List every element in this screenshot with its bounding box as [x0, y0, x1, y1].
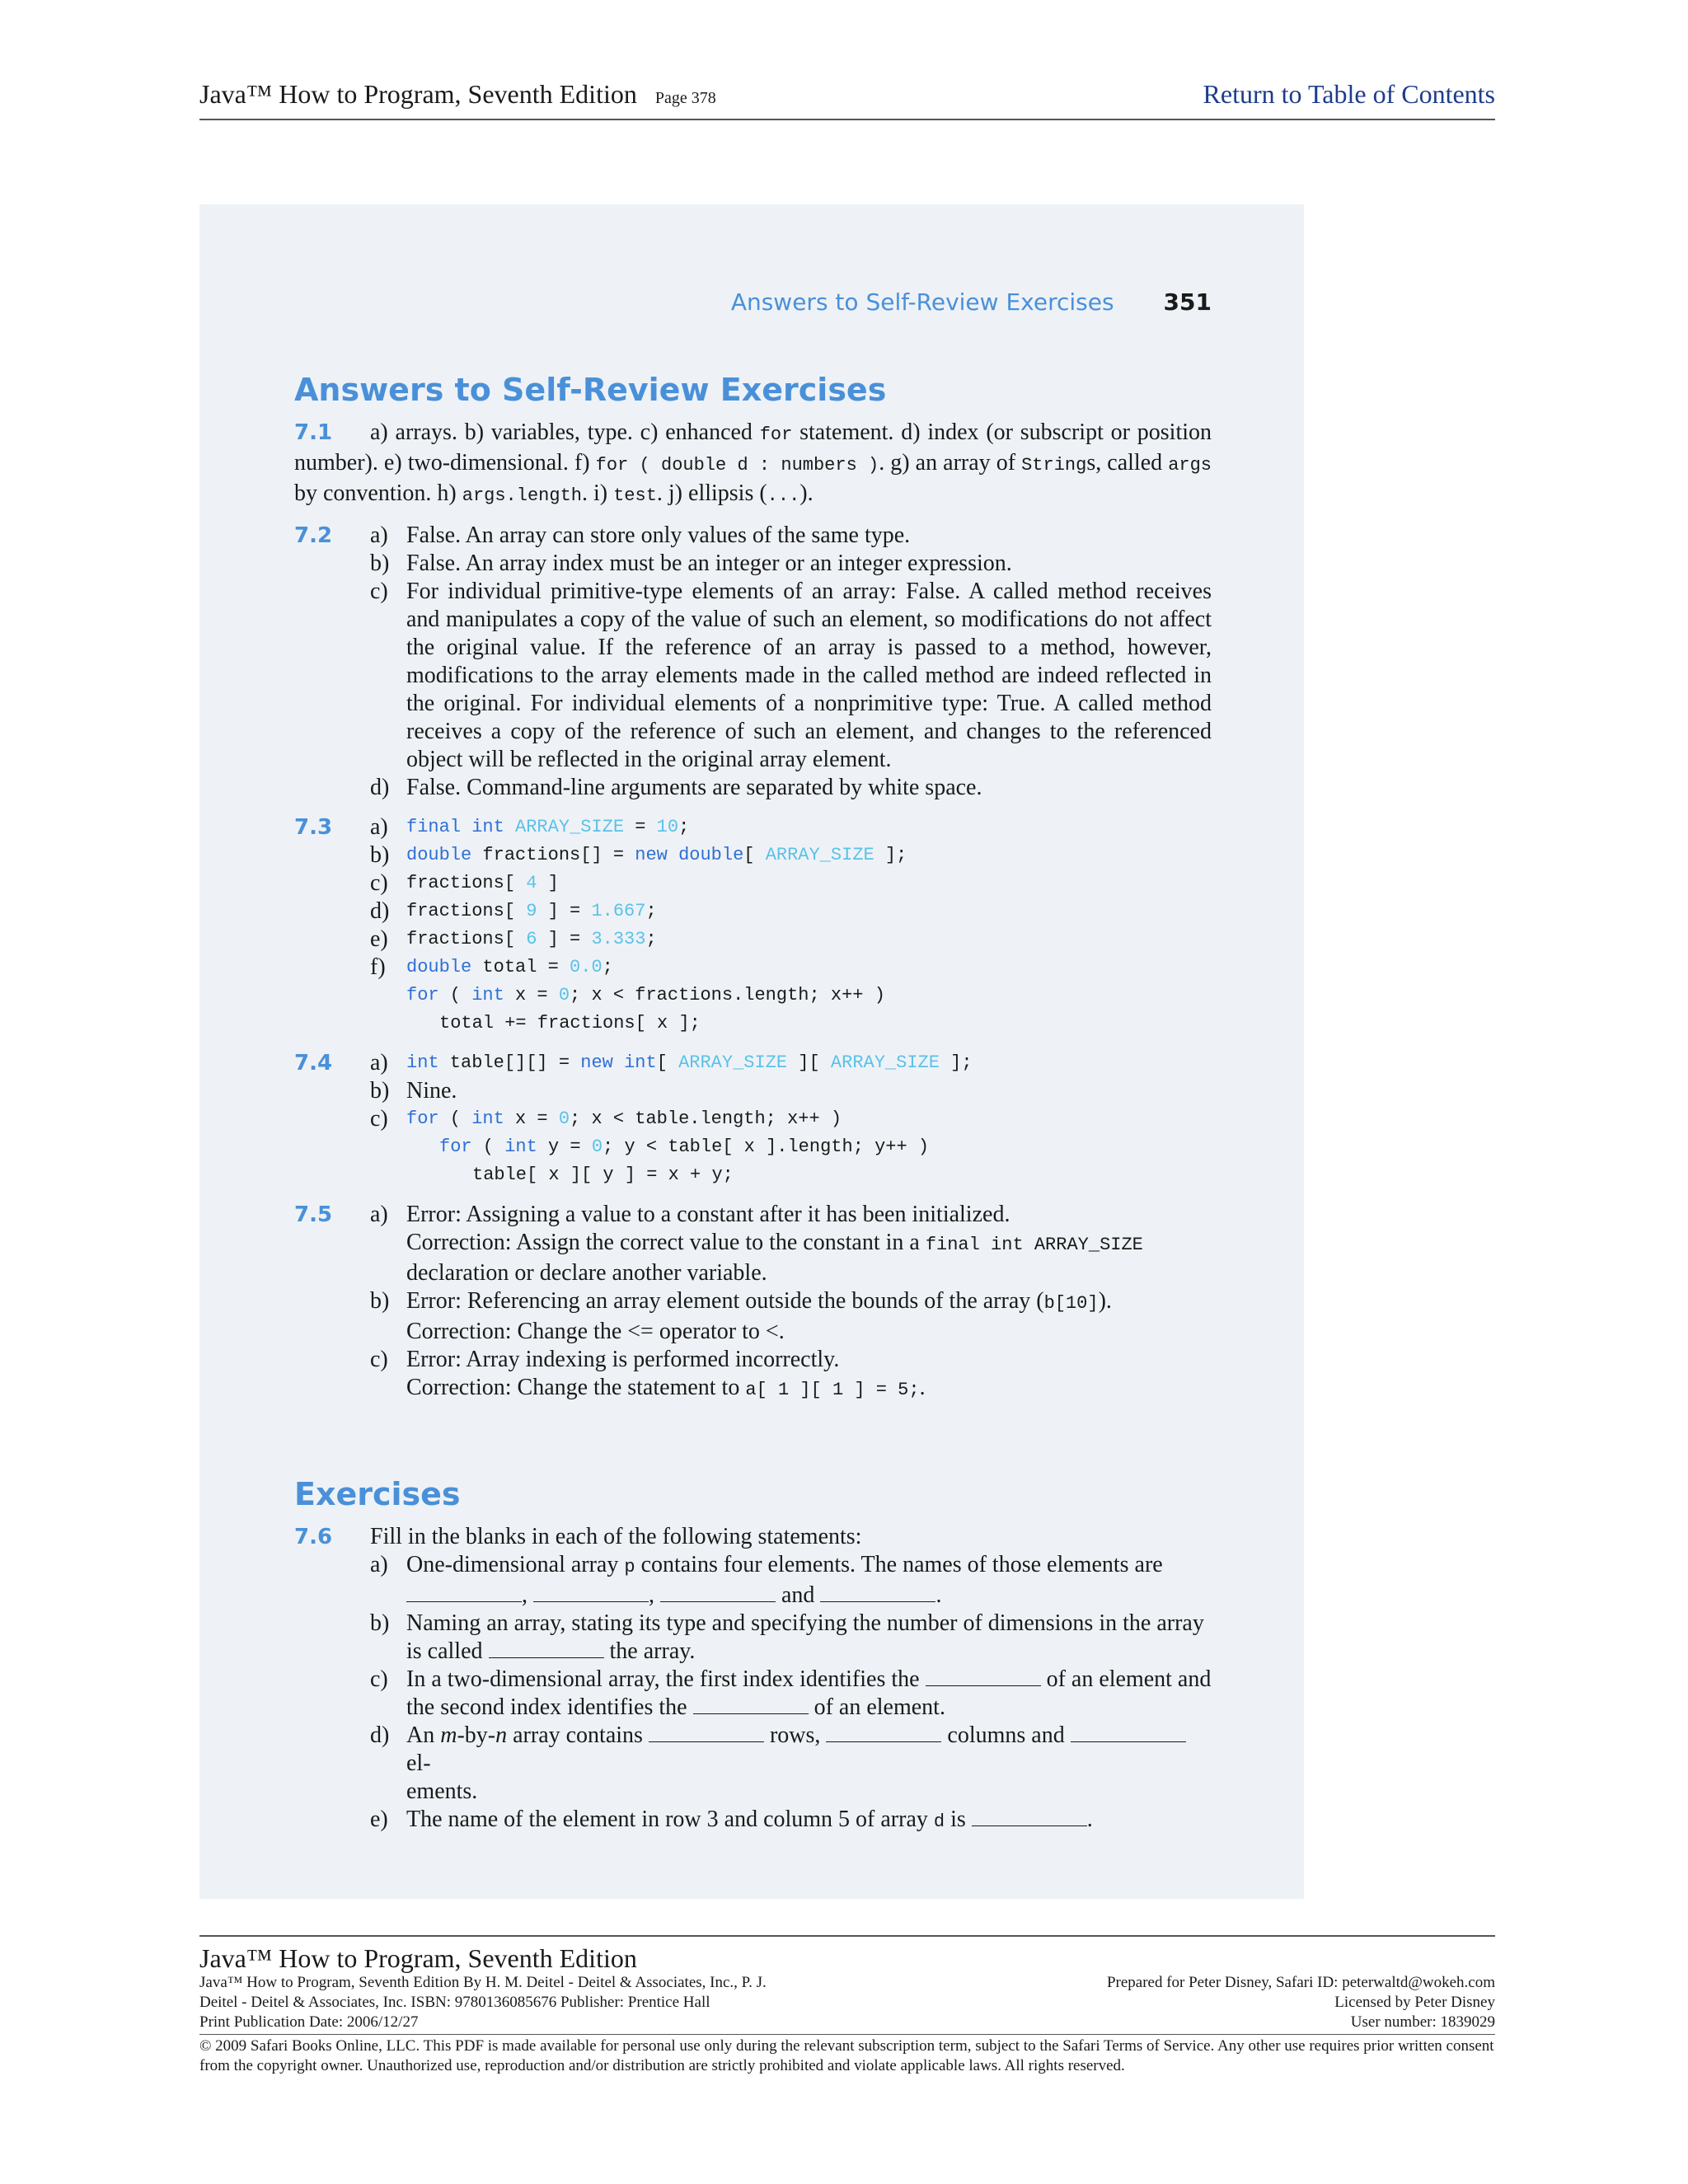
footer-licensed-by: Licensed by Peter Disney: [1334, 1994, 1495, 2011]
exercise-number: 7.2: [294, 523, 333, 548]
section-heading-exercises: Exercises: [294, 1476, 461, 1512]
fill-blank: [406, 1582, 522, 1602]
fill-blank: [660, 1582, 776, 1602]
answer-7-4: 7.4 a) int table[][] = new int[ ARRAY_SIZE ][ ARRAY_SIZE ]; b) Nine. c) for ( int x = 0; x < table.length; x++ ) for ( int y = 0; y < table[ x ].length; y++ ) table[ x ][ y ] = x + y;: [294, 1050, 973, 1185]
answer-7-1: 7.1 a) arrays. b) variables, type. c) enhanced for statement. d) index (or subscript or position number). e) two-dimensional. f) for ( double d : numbers ). g) an array of Strings, called args by convention. h) args.length. i) test. j) ellipsis (...).: [294, 419, 1212, 506]
fill-blank: [533, 1582, 649, 1602]
running-head: [199, 288, 1212, 316]
exercise-number: 7.3: [294, 815, 333, 840]
page-header: [199, 79, 1495, 120]
return-to-toc-link[interactable]: Return to Table of Contents: [1203, 79, 1495, 109]
page-footer: [199, 1935, 1495, 2076]
answer-7-5: 7.5 a) Error: Assigning a value to a constant after it has been initialized. Correction: Assign the correct value to the constant in a final int ARRAY_SIZE declaration or declare another variable. b) Error: Referencing an array element outside the bounds of the array (b[10]). Correction: Change the <= operator to <. c) Error: Array indexing is performed incorrectly. Correction: Change the statement to a[ 1 ][ 1 ] = 5;.: [294, 1202, 1143, 1400]
page-number: 351: [1163, 288, 1212, 316]
running-head-title: Answers to Self-Review Exercises: [730, 288, 1114, 316]
exercise-7-6: 7.6 Fill in the blanks in each of the following statements: a) One-dimensional array p contains four elements. The names of those elements are , , and . b) Naming an array, stating its type and specifying the number of dimensions in the array is called the array. c) In a two-dimensional array, the first index identifies the of an element and the second index identifies the of an element. d) An m-by-n array contains rows, columns and el- ements. e) The name of the element in row 3 and column 5 of array d is .: [294, 1524, 1212, 1832]
answer-7-2: 7.2 a) False. An array can store only values of the same type. b) False. An array index must be an integer or an integer expression. c) For individual primitive-type elements of an array: False. A called method receives and manipulates a copy of the value of such an element, so modifications do not affect the original value. If the reference of an array is passed to a method, however, modifications to the array elements made in the called method are indeed reflected in the original. For individual elements of a nonprimitive type: True. A called method receives a copy of the reference of such an element, and changes to the referenced object will be reflected in the original array element. d) False. Command-line arguments are separated by white space.: [294, 523, 1212, 800]
section-heading-answers: Answers to Self-Review Exercises: [294, 372, 887, 408]
fill-blank: [1071, 1722, 1186, 1742]
page-label: Page 378: [654, 89, 716, 107]
footer-title: Java™ How to Program, Seventh Edition: [199, 1943, 637, 1973]
footer-publication-date: Print Publication Date: 2006/12/27: [199, 2013, 419, 2031]
fill-blank: [693, 1694, 809, 1714]
footer-user-number: User number: 1839029: [1350, 2013, 1495, 2031]
fill-blank: [489, 1638, 604, 1658]
footer-copyright: © 2009 Safari Books Online, LLC. This PDF is made available for personal use only during the relevant subscription term, subject to the Safari Terms of Service. Any other use requires prior written consent from the copyright owner. Unauthorized use, reproduction and/or distribution are strictly prohibited and violate applicable laws. All rights reserved.: [199, 2034, 1495, 2076]
book-page: [199, 204, 1304, 1899]
exercise-number: 7.6: [294, 1525, 333, 1549]
fill-blank: [926, 1666, 1041, 1686]
exercise-number: 7.4: [294, 1051, 333, 1076]
fill-blank: [972, 1806, 1087, 1826]
page-content: [294, 369, 1212, 1848]
footer-isbn: Deitel - Deitel & Associates, Inc. ISBN: 9780136085676 Publisher: Prentice Hall: [199, 1994, 710, 2011]
answer-7-3: 7.3 a) final int ARRAY_SIZE = 10; b) double fractions[] = new double[ ARRAY_SIZE ]; c) fractions[ 4 ] d) fractions[ 9 ] = 1.667; e) fractions[ 6 ] = 3.333; f) double total = 0.0; for ( int x = 0; x < fractions.length; x++ ) total += fractions[ x ];: [294, 814, 907, 1033]
footer-prepared-for: Prepared for Peter Disney, Safari ID: peterwaltd@wokeh.com: [1106, 1974, 1495, 1991]
book-title: Java™ How to Program, Seventh Edition Page 378: [199, 79, 716, 109]
exercise-number: 7.5: [294, 1202, 333, 1227]
fill-blank: [826, 1722, 941, 1742]
fill-blank: [820, 1582, 935, 1602]
fill-blank: [649, 1722, 764, 1742]
exercise-number: 7.1: [294, 420, 333, 445]
footer-authors: Java™ How to Program, Seventh Edition By H. M. Deitel - Deitel & Associates, Inc., P. J.: [199, 1974, 767, 1991]
